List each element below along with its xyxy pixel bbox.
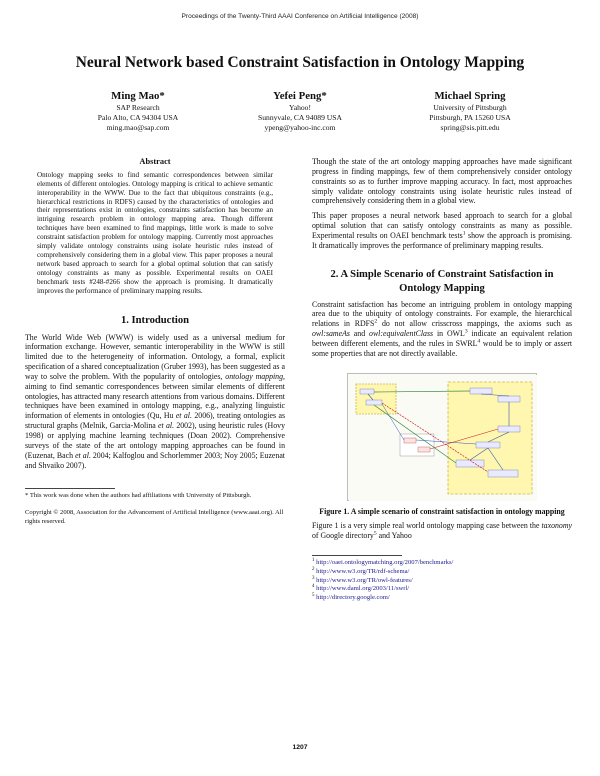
figure-caption: Figure 1. A simple scenario of constraint satisfaction in ontology mapping xyxy=(319,506,565,516)
section-heading-scenario: 2. A Simple Scenario of Constraint Satisfaction in Ontology Mapping xyxy=(330,268,554,294)
paper-title: Neural Network based Constraint Satisfaction in Ontology Mapping xyxy=(75,54,525,71)
author-org: University of Pittsburgh xyxy=(433,103,507,112)
page-number: 1207 xyxy=(292,744,308,751)
footnote-number: 3 xyxy=(312,575,315,581)
italic-term: owl:sameAs xyxy=(312,329,350,339)
figure-paragraph xyxy=(312,521,572,541)
author-name: Yefei Peng* xyxy=(273,90,327,102)
footnote-link[interactable]: http://directory.google.com/ xyxy=(316,593,390,601)
section-heading-introduction: 1. Introduction xyxy=(120,314,190,326)
copyright-notice: Copyright © 2008, Association for the Advancement of Artificial Intelligence (www.aaai.org). All rights reserved. xyxy=(25,509,284,525)
footnote-link[interactable]: http://www.daml.org/2003/11/swrl/ xyxy=(316,585,410,593)
author-email: ypeng@yahoo-inc.com xyxy=(264,123,336,133)
intro-paragraph xyxy=(25,333,285,471)
footnote-number: 4 xyxy=(312,584,315,590)
concept-node xyxy=(488,470,518,477)
footnote-marker: 2 xyxy=(374,318,378,325)
left-ontology-box xyxy=(356,384,396,414)
author-org: SAP Research xyxy=(116,103,160,112)
concept-node xyxy=(456,460,484,467)
running-head: Proceedings of the Twenty-Third AAAI Conference on Artificial Intelligence (2008) xyxy=(181,13,419,20)
italic-term: owl:equivalentClass xyxy=(369,329,434,339)
italic-term: ontology mapping xyxy=(225,371,284,381)
abstract-text: Ontology mapping seeks to find semantic correspondences between similar elements of different ontologies. Ontology mapping is critical to achieve semantic interoperability in the WWW. Due to the fact that ubiquitous constraints (e.g., hierarchical restrictions in RDFS) caused by the characteristics of ontologies and their representations exist in ontologies, constraints satisfaction has become an intriguing research problem in ontology mapping area. Though different techniques have been examined to find mappings, little work is made to solve constraint satisfaction problem for ontology mapping. Currently most approaches simply validate ontology constraints using isolate heuristic rules instead of comprehensively considering them in a global view. This paper proposes a neural network based approach to search for a global optimal solution that can satisfy ontology constraints as many as possible. Experimental results on OAEI benchmark tests #248-#266 show the approach is promising. It dramatically improves the performance of preliminary mapping results. xyxy=(37,170,273,295)
footnote-number: 2 xyxy=(312,566,315,572)
footnote-rule xyxy=(312,555,402,556)
text-run: Constraint satisfaction has become an intriguing problem in ontology mapping area due to the ubiquity of ontology constraints. For example, the hierarchical relations in RDFS xyxy=(312,299,572,329)
footnote-marker: 5 xyxy=(373,530,377,537)
right-column xyxy=(312,157,572,603)
footnote-link[interactable]: http://www.w3.org/TR/owl-features/ xyxy=(316,576,413,584)
author-name: Ming Mao* xyxy=(111,90,165,102)
text-run: 2002), using heuristic rules (Hovy 1998) or applying machine learning techniques (Doan 2002). Comprehensive surveys of the state of the art ontology mapping approaches can be found in (Euzenat, Bach xyxy=(25,421,285,460)
author-block-1 xyxy=(53,90,223,133)
figure-image xyxy=(347,373,537,501)
text-run: indicate an equivalent relation between different elements, and the rules in SWRL xyxy=(312,329,572,348)
footnote-marker: 3 xyxy=(464,328,468,335)
footnote-item[interactable] xyxy=(312,559,572,568)
footnote-link[interactable]: http://www.w3.org/TR/rdf-schema/ xyxy=(316,567,410,575)
text-run: in OWL xyxy=(433,329,465,339)
text-run: and xyxy=(349,329,370,339)
concept-node xyxy=(476,442,500,448)
text-run: do not allow crisscross mappings, the axioms such as xyxy=(377,319,573,329)
concept-node xyxy=(498,426,520,432)
concept-node xyxy=(470,388,492,394)
footnote-rule xyxy=(25,488,115,489)
italic-term: taxonomy xyxy=(541,521,572,531)
author-email: ming.mao@sap.com xyxy=(106,123,170,133)
author-email: spring@sis.pitt.edu xyxy=(440,123,500,133)
footnote-list xyxy=(312,559,572,603)
italic-term: et al xyxy=(75,450,89,460)
author-address: Pittsburgh, PA 15260 USA xyxy=(429,113,511,123)
text-run: . 2004; Kalfoglou and Schorlemmer 2003; Noy 2005; Euzenat and Shvaiko 2007). xyxy=(25,450,285,470)
concept-node xyxy=(366,400,382,405)
middle-fragment-box xyxy=(400,434,434,456)
author-address: Sunnyvale, CA 94089 USA xyxy=(258,113,342,123)
footnote-item[interactable] xyxy=(312,568,572,577)
author-address: Palo Alto, CA 94304 USA xyxy=(97,113,179,123)
text-run: show the approach is promising. It dramatically improves the performance of preliminary mapping results. xyxy=(312,230,572,250)
text-run: This paper proposes a neural network based approach to search for a global optimal solution that can satisfy ontology constraints as many as possible. Experimental results on OAEI benchmark tests xyxy=(312,211,572,240)
scenario-paragraph xyxy=(312,300,572,359)
author-block-2 xyxy=(215,90,385,133)
footnote-number: 5 xyxy=(312,592,315,598)
abstract-heading: Abstract xyxy=(139,157,171,166)
text-run: Figure 1 is a very simple real world ontology mapping case between the xyxy=(312,521,542,531)
text-run: , aiming to find semantic correspondences between similar elements of different ontologies, has attracted many research attentions from various domains. Different techniques have been examined in ontology mapping, e.g., analyzing linguistic information of elements in ontologies (Qu, Hu xyxy=(25,371,285,421)
footnote-item[interactable] xyxy=(312,594,572,603)
concept-node xyxy=(418,447,430,452)
author-name: Michael Spring xyxy=(434,90,506,102)
text-run: 2006), treating ontologies as structural graphs (Melnik, Garcia-Molina xyxy=(25,411,286,431)
text-run: and Yahoo xyxy=(376,531,412,541)
footnote-item[interactable] xyxy=(312,585,572,594)
text-run: of Google directory xyxy=(312,531,374,541)
right-paragraph-1: Though the state of the art ontology mapping approaches have made significant progress in finding mappings, few of them comprehensively consider ontology constraints so as to further improve mapping accuracy. In fact, most approaches simply validate ontology constraints using isolate heuristic rules instead of comprehensively considering them in a global view. xyxy=(312,157,572,206)
figure-1 xyxy=(312,373,572,517)
text-run: would be to imply or assert some properties that are not directly available. xyxy=(312,338,573,358)
concept-node xyxy=(360,389,374,394)
concept-node xyxy=(498,396,520,402)
author-block-3 xyxy=(385,90,555,133)
footnote-link[interactable]: http://oaei.ontologymatching.org/2007/benchmarks/ xyxy=(316,559,454,567)
italic-term: et al. xyxy=(175,411,192,421)
text-run: The World Wide Web (WWW) is widely used as a universal medium for information exchange. However, semantic interoperability in the WWW is still limited due to the heterogeneity of information. Ontology, a formal, explicit specification of a shared conceptualization (Gruber 1993), has been suggested as a way to solve the problem. With the popularity of ontologies, xyxy=(25,332,285,381)
italic-term: et al. xyxy=(158,421,175,431)
footnote-number: 1 xyxy=(312,557,315,563)
footnote-marker: 4 xyxy=(477,338,481,345)
author-org: Yahoo! xyxy=(288,103,311,112)
footnote-marker: 1 xyxy=(462,230,466,237)
footnote-item[interactable] xyxy=(312,577,572,586)
author-footnote: * This work was done when the authors had affiliations with University of Pittsburgh. xyxy=(25,492,252,500)
left-column xyxy=(25,157,285,526)
right-paragraph-2 xyxy=(312,211,572,250)
ontology-mapping-diagram xyxy=(348,374,538,502)
concept-node xyxy=(404,438,416,443)
